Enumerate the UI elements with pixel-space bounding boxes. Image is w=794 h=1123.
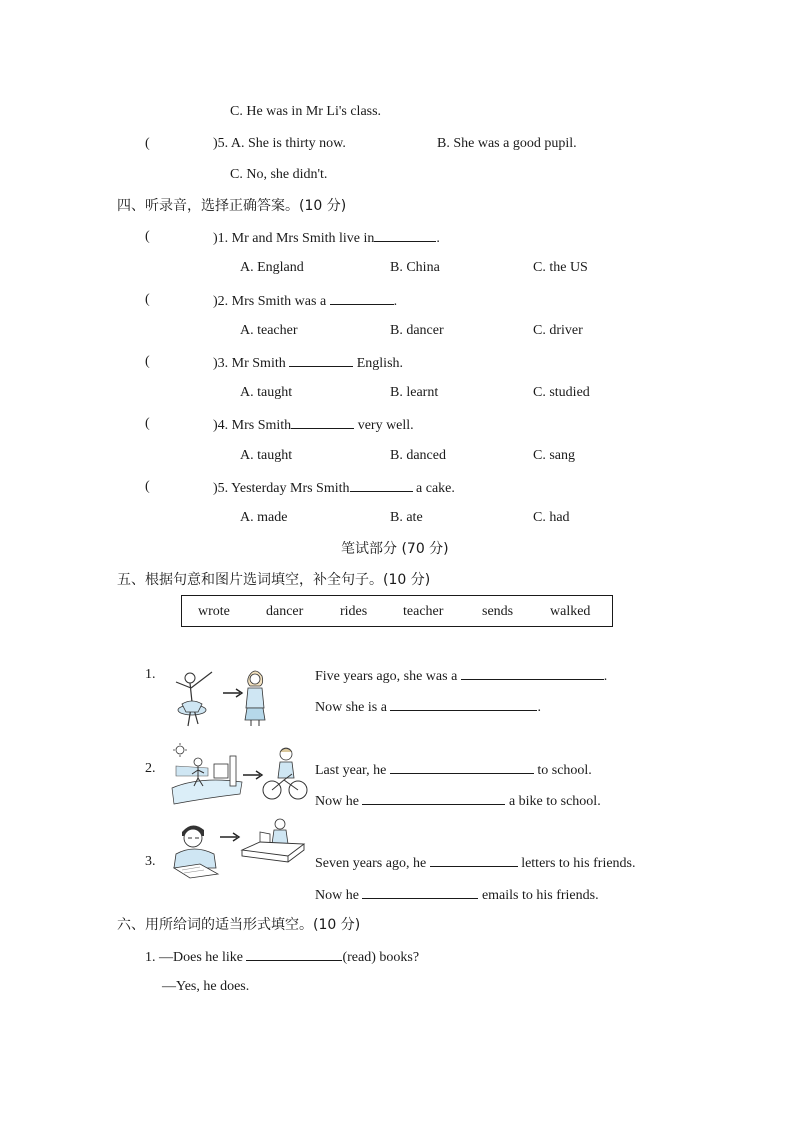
listening-question	[213, 229, 440, 247]
sentence-text: letters to his friends.	[517, 856, 636, 871]
answer-blank[interactable]	[362, 792, 505, 805]
word-bank-item: walked	[550, 604, 591, 619]
answer-paren-open: (	[145, 292, 150, 307]
question-tail: a cake.	[412, 481, 455, 496]
sentence-line	[315, 886, 599, 904]
word-bank-item: teacher	[403, 604, 444, 619]
section5-heading: 五、根据句意和图片选词填空，补全句子。(10 分)	[117, 572, 431, 588]
item-number: 2.	[145, 761, 156, 776]
question-tail: .	[393, 294, 398, 309]
option-a: A. teacher	[240, 323, 298, 338]
option-a: A. taught	[240, 385, 293, 400]
word-bank-item: rides	[340, 604, 368, 619]
option-b: B. danced	[390, 448, 446, 463]
answer-blank[interactable]	[374, 229, 436, 242]
listening-question	[213, 479, 455, 497]
teacher-woman-illustration	[240, 666, 270, 728]
option-a: A. made	[240, 510, 288, 525]
listening-question	[213, 416, 414, 434]
question-stem: )4. Mrs Smith	[213, 418, 292, 433]
answer-blank[interactable]	[362, 886, 478, 899]
answer-blank[interactable]	[390, 698, 537, 711]
q5-option-b: B. She was a good pupil.	[437, 136, 577, 151]
sentence-text: Five years ago, she was a	[315, 669, 461, 684]
fill-question	[145, 948, 419, 966]
option-b: B. ate	[390, 510, 423, 525]
ballet-dancer-illustration	[168, 664, 224, 730]
sentence-text: a bike to school.	[505, 794, 601, 809]
answer-blank[interactable]	[461, 667, 604, 680]
sentence-text: to school.	[533, 763, 592, 778]
question-tail: (read) books?	[342, 950, 420, 965]
question-stem: 1. —Does he like	[145, 950, 247, 965]
question-stem: )2. Mrs Smith was a	[213, 294, 330, 309]
man-at-computer-illustration	[238, 816, 308, 866]
sentence-text: .	[603, 669, 608, 684]
answer-blank[interactable]	[430, 854, 518, 867]
q5-option-a: )5. A. She is thirty now.	[213, 136, 346, 151]
sentence-line	[315, 792, 601, 810]
question-stem: )1. Mr and Mrs Smith live in	[213, 231, 375, 246]
sentence-text: Seven years ago, he	[315, 856, 430, 871]
answer-paren-open: (	[145, 354, 150, 369]
section6-heading: 六、用所给词的适当形式填空。(10 分)	[117, 917, 361, 933]
option-b: B. dancer	[390, 323, 444, 338]
question-tail: .	[436, 231, 440, 246]
answer-paren-open: (	[145, 479, 150, 494]
sentence-text: Last year, he	[315, 763, 390, 778]
answer-paren-open: (	[145, 229, 150, 244]
option-c: C. driver	[533, 323, 583, 338]
option-b: B. China	[390, 260, 440, 275]
option-c: C. sang	[533, 448, 575, 463]
answer-paren-open: (	[145, 136, 150, 151]
word-bank-item: dancer	[266, 604, 304, 619]
listening-question	[213, 354, 403, 372]
right-arrow-icon	[242, 770, 264, 780]
section4-heading: 四、听录音，选择正确答案。(10 分)	[117, 198, 347, 214]
question-tail: English.	[353, 356, 404, 371]
option-c: C. the US	[533, 260, 588, 275]
answer-paren-open: (	[145, 416, 150, 431]
question-stem: )3. Mr Smith	[213, 356, 290, 371]
word-bank	[181, 595, 613, 627]
written-part-heading: 笔试部分 (70 分)	[341, 541, 449, 557]
q5-option-c: C. No, she didn't.	[230, 167, 328, 182]
sentence-line	[315, 854, 636, 872]
listening-question	[213, 292, 397, 310]
man-writing-letter-illustration	[170, 818, 222, 880]
q4-option-c: C. He was in Mr Li's class.	[230, 104, 382, 119]
sentence-line	[315, 698, 541, 716]
boy-cycling-illustration	[262, 744, 308, 802]
question-stem: )5. Yesterday Mrs Smith	[213, 481, 350, 496]
answer-blank[interactable]	[291, 416, 354, 429]
option-a: A. England	[240, 260, 304, 275]
sentence-text: Now she is a	[315, 700, 391, 715]
option-c: C. studied	[533, 385, 590, 400]
option-c: C. had	[533, 510, 570, 525]
item-number: 1.	[145, 667, 156, 682]
answer-blank[interactable]	[330, 292, 394, 305]
item-number: 3.	[145, 854, 156, 869]
option-a: A. taught	[240, 448, 293, 463]
word-bank-item: wrote	[198, 604, 230, 619]
answer-blank[interactable]	[390, 761, 534, 774]
word-bank-item: sends	[482, 604, 514, 619]
answer-line: —Yes, he does.	[162, 979, 250, 994]
sentence-text: Now he	[315, 888, 363, 903]
answer-blank[interactable]	[246, 948, 342, 961]
sentence-text: emails to his friends.	[478, 888, 599, 903]
sentence-text: .	[537, 700, 541, 715]
answer-blank[interactable]	[350, 479, 413, 492]
sentence-text: Now he	[315, 794, 363, 809]
boy-walking-illustration	[170, 742, 244, 808]
sentence-line	[315, 667, 607, 685]
question-tail: very well.	[354, 418, 414, 433]
option-b: B. learnt	[390, 385, 439, 400]
sentence-line	[315, 761, 592, 779]
answer-blank[interactable]	[289, 354, 353, 367]
